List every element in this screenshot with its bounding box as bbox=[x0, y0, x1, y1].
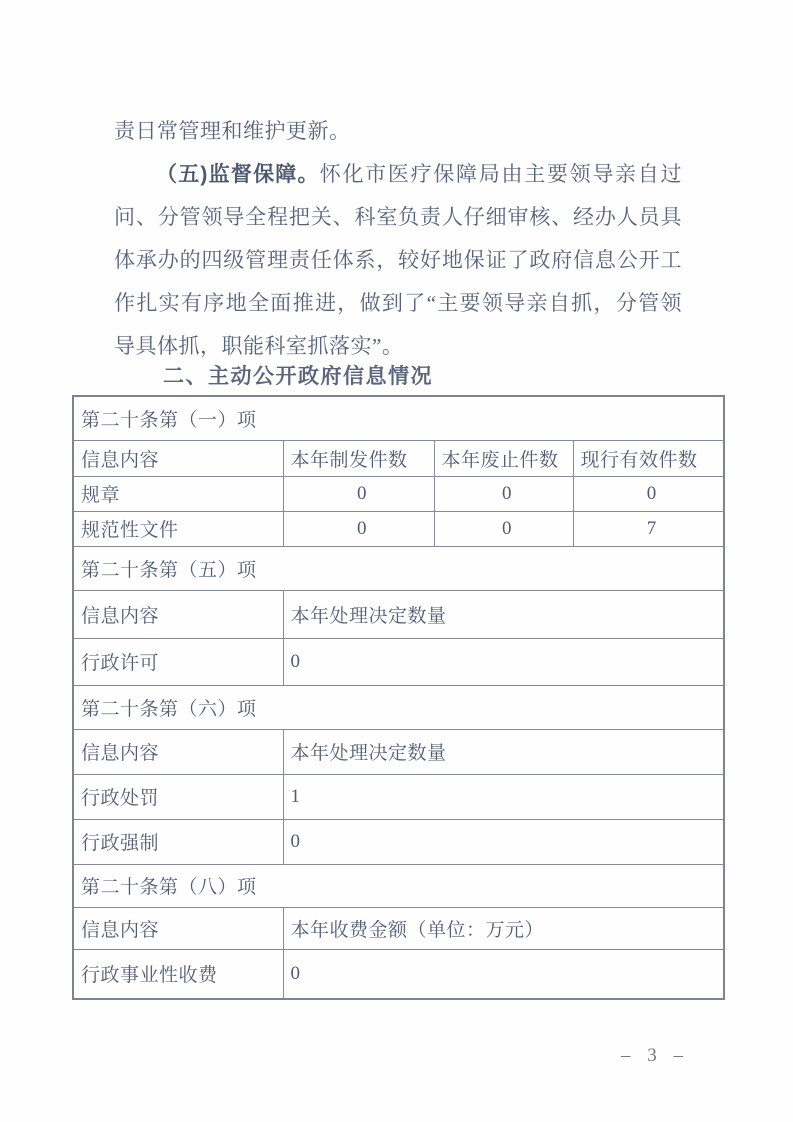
body-text bbox=[114, 110, 682, 368]
table-row-admin-fees bbox=[73, 949, 724, 999]
section6-title-cell: 第二十条第（六）项 bbox=[73, 685, 724, 729]
row-label: 行政强制 bbox=[73, 819, 283, 864]
row-label: 行政事业性收费 bbox=[73, 949, 283, 999]
section1-header-repealed: 本年废止件数 bbox=[434, 440, 573, 476]
section8-title-cell: 第二十条第（八）项 bbox=[73, 864, 724, 907]
section1-title-cell: 第二十条第（一）项 bbox=[73, 396, 724, 440]
cell-value: 0 bbox=[283, 949, 724, 999]
cell-value: 0 bbox=[283, 511, 434, 546]
table-row-section8-header bbox=[73, 907, 724, 949]
section1-header-content: 信息内容 bbox=[73, 440, 283, 476]
table-row-admin-license bbox=[73, 638, 724, 685]
paragraph-supervision bbox=[114, 153, 682, 368]
paragraph-continuation: 责日常管理和维护更新。 bbox=[114, 119, 351, 143]
cell-value: 0 bbox=[283, 638, 724, 685]
section8-header-value: 本年收费金额（单位：万元） bbox=[283, 907, 724, 949]
cell-value: 7 bbox=[573, 511, 724, 546]
cell-value: 0 bbox=[283, 819, 724, 864]
paragraph-supervision-body: 怀化市医疗保障局由主要领导亲自过问、分管领导全程把关、科室负责人仔细审核、经办人员具体承办的四级管理责任体系，较好地保证了政府信息公开工作扎实有序地全面推进，做到了“主要领导亲自抓，分管领导具体抓，职能科室抓落实”。 bbox=[114, 162, 682, 358]
table-row-regulations bbox=[73, 476, 724, 511]
table-row-section6-title bbox=[73, 685, 724, 729]
section8-header-label: 信息内容 bbox=[73, 907, 283, 949]
table-row-section1-title bbox=[73, 396, 724, 440]
cell-value: 0 bbox=[283, 476, 434, 511]
cell-value: 0 bbox=[573, 476, 724, 511]
section5-header-label: 信息内容 bbox=[73, 590, 283, 638]
section5-header-value: 本年处理决定数量 bbox=[283, 590, 724, 638]
table-row-normative-docs bbox=[73, 511, 724, 546]
table-row-section5-header bbox=[73, 590, 724, 638]
table-row-section8-title bbox=[73, 864, 724, 907]
section6-header-value: 本年处理决定数量 bbox=[283, 729, 724, 774]
section6-header-label: 信息内容 bbox=[73, 729, 283, 774]
table-row-section5-title bbox=[73, 546, 724, 590]
section1-header-effective: 现行有效件数 bbox=[573, 440, 724, 476]
row-label: 规章 bbox=[73, 476, 283, 511]
page-number: – 3 – bbox=[621, 1045, 689, 1066]
row-label: 行政处罚 bbox=[73, 774, 283, 819]
table-row-section6-header bbox=[73, 729, 724, 774]
row-label: 规范性文件 bbox=[73, 511, 283, 546]
table-row-admin-coercion bbox=[73, 819, 724, 864]
table-row-section1-header bbox=[73, 440, 724, 476]
paragraph-supervision-lead: （五)监督保障。 bbox=[156, 163, 320, 186]
section1-header-issued: 本年制发件数 bbox=[283, 440, 434, 476]
table-row-admin-penalty bbox=[73, 774, 724, 819]
cell-value: 0 bbox=[434, 511, 573, 546]
row-label: 行政许可 bbox=[73, 638, 283, 685]
section-heading: 二、主动公开政府信息情况 bbox=[163, 365, 433, 388]
section5-title-cell: 第二十条第（五）项 bbox=[73, 546, 724, 590]
cell-value: 1 bbox=[283, 774, 724, 819]
cell-value: 0 bbox=[434, 476, 573, 511]
disclosure-table bbox=[72, 395, 725, 1000]
